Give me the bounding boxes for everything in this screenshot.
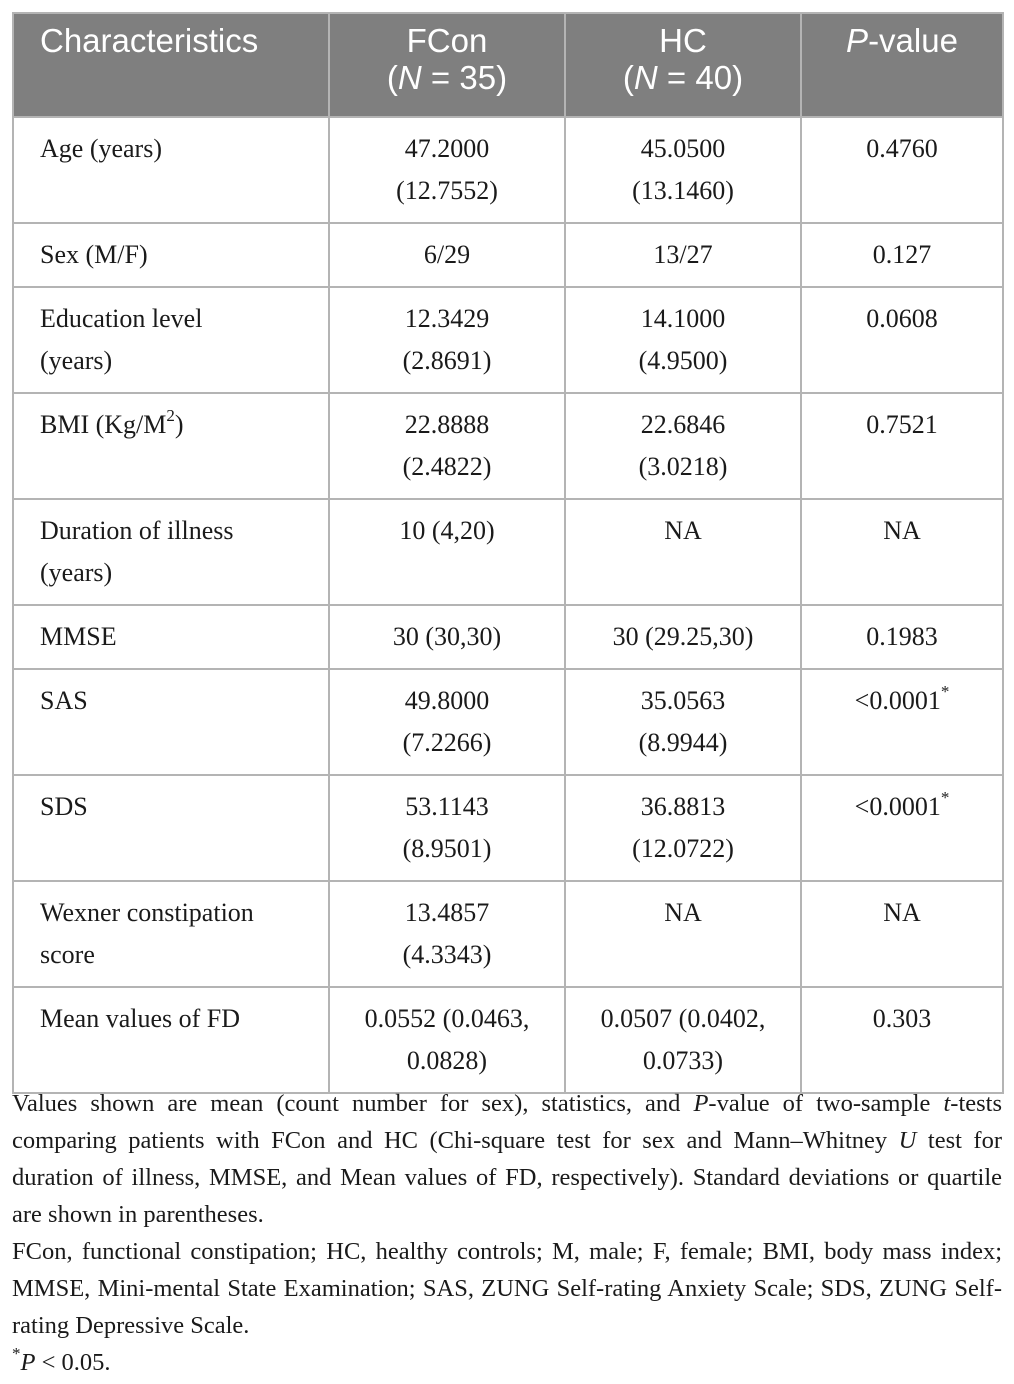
- pvalue-text: 0.7521: [866, 410, 938, 439]
- cell-line: NA: [664, 516, 702, 545]
- cell-line: Wexner constipation: [40, 898, 254, 927]
- row-label-cell: [13, 669, 329, 775]
- cell-line: 30 (30,30): [392, 622, 502, 651]
- table-row: [13, 287, 1003, 393]
- table-row: [13, 499, 1003, 605]
- table-header-row: [13, 13, 1003, 117]
- cell-line: (12.7552): [396, 176, 498, 205]
- hc-value-cell: [565, 881, 801, 987]
- pvalue-text: 0.1983: [866, 622, 938, 651]
- pvalue-cell: [801, 881, 1003, 987]
- cell-line: 36.8813: [640, 792, 726, 821]
- cell-line: 22.6846: [640, 410, 726, 439]
- pvalue-cell: [801, 775, 1003, 881]
- cell-line: (7.2266): [402, 728, 492, 757]
- table-row: [13, 117, 1003, 223]
- cell-line: ): [174, 410, 184, 439]
- pvalue-text: NA: [883, 516, 921, 545]
- cell-line: SDS: [40, 792, 88, 821]
- footnote-abbreviations: FCon, functional constipation; HC, healthy controls; M, male; F, female; BMI, body mass index; MMSE, Mini-mental State Examination; SAS, ZUNG Self-rating Anxiety Scale; SDS, ZUNG Self-rating Depressive Scale.: [12, 1238, 1002, 1339]
- cell-line: score: [40, 940, 95, 969]
- row-label-cell: [13, 393, 329, 499]
- pvalue-cell: [801, 669, 1003, 775]
- header-hc-n: (N = 40): [622, 59, 744, 96]
- pvalue-text: <0.0001: [854, 792, 941, 821]
- pvalue-text: NA: [883, 898, 921, 927]
- header-pvalue: P-value: [801, 13, 1003, 117]
- fcon-value-cell: [329, 881, 565, 987]
- cell-line: 0.0507 (0.0402,: [600, 1004, 766, 1033]
- cell-line: SAS: [40, 686, 88, 715]
- row-label-cell: [13, 881, 329, 987]
- pvalue-text: 0.127: [872, 240, 932, 269]
- cell-line: 0.0828): [406, 1046, 488, 1075]
- cell-line: 53.1143: [405, 792, 489, 821]
- footnote-significance: *P < 0.05.: [12, 1343, 111, 1376]
- table-row: [13, 881, 1003, 987]
- header-characteristics: [13, 13, 329, 117]
- pvalue-cell: [801, 987, 1003, 1093]
- fcon-value-cell: [329, 223, 565, 287]
- header-fcon: [329, 13, 565, 117]
- header-fcon-n: (N = 35): [386, 59, 508, 96]
- cell-line: (2.8691): [402, 346, 492, 375]
- hc-value-cell: [565, 223, 801, 287]
- hc-value-cell: [565, 605, 801, 669]
- table-row: [13, 987, 1003, 1093]
- significance-marker: *: [940, 682, 950, 702]
- fcon-value-cell: [329, 605, 565, 669]
- cell-line: 13.4857: [404, 898, 490, 927]
- footnote-values-description: Values shown are mean (count number for sex), statistics, and P-value of two-sample t-tests comparing patients with FCon and HC (Chi-square test for sex and Mann–Whitney U test for duration of illness, MMSE, and Mean values of FD, respectively). Standard deviations or quartile are shown in parentheses.: [12, 1090, 1002, 1228]
- cell-line: (years): [40, 346, 113, 375]
- hc-value-cell: [565, 117, 801, 223]
- cell-line: NA: [664, 898, 702, 927]
- hc-value-cell: [565, 669, 801, 775]
- row-label-cell: [13, 117, 329, 223]
- cell-line: 47.2000: [404, 134, 490, 163]
- pvalue-cell: [801, 223, 1003, 287]
- pvalue-text: <0.0001: [854, 686, 941, 715]
- table-body: [13, 117, 1003, 1093]
- row-label-cell: [13, 223, 329, 287]
- characteristics-table-container: [12, 12, 1002, 1094]
- header-characteristics-label: Characteristics: [40, 22, 259, 59]
- cell-line: 10 (4,20): [399, 516, 495, 545]
- header-fcon-label: FCon: [406, 22, 488, 59]
- hc-value-cell: [565, 393, 801, 499]
- hc-value-cell: [565, 775, 801, 881]
- hc-value-cell: [565, 499, 801, 605]
- pvalue-cell: [801, 393, 1003, 499]
- table-row: [13, 775, 1003, 881]
- cell-line: (4.3343): [402, 940, 492, 969]
- fcon-value-cell: [329, 393, 565, 499]
- cell-line: (8.9944): [638, 728, 728, 757]
- cell-line: (4.9500): [638, 346, 728, 375]
- pvalue-text: 0.303: [872, 1004, 932, 1033]
- cell-line: 45.0500: [640, 134, 726, 163]
- table-row: [13, 669, 1003, 775]
- cell-line: Sex (M/F): [40, 240, 148, 269]
- table-row: [13, 393, 1003, 499]
- cell-line: Duration of illness: [40, 516, 234, 545]
- cell-line: (years): [40, 558, 113, 587]
- table-footnotes: [12, 1085, 1002, 1381]
- cell-line: 14.1000: [640, 304, 726, 333]
- pvalue-text: 0.0608: [866, 304, 938, 333]
- fcon-value-cell: [329, 287, 565, 393]
- pvalue-cell: [801, 499, 1003, 605]
- cell-line: 6/29: [423, 240, 471, 269]
- hc-value-cell: [565, 287, 801, 393]
- row-label-cell: [13, 987, 329, 1093]
- cell-line: MMSE: [40, 622, 117, 651]
- cell-line: (12.0722): [632, 834, 734, 863]
- cell-line: (13.1460): [632, 176, 734, 205]
- row-label-cell: [13, 499, 329, 605]
- header-hc-label: HC: [659, 22, 707, 59]
- superscript: 2: [166, 406, 175, 426]
- header-hc: [565, 13, 801, 117]
- cell-line: 22.8888: [404, 410, 490, 439]
- table-row: [13, 223, 1003, 287]
- fcon-value-cell: [329, 669, 565, 775]
- fcon-value-cell: [329, 499, 565, 605]
- cell-line: 35.0563: [640, 686, 726, 715]
- cell-line: (8.9501): [402, 834, 492, 863]
- pvalue-cell: [801, 117, 1003, 223]
- characteristics-table: [12, 12, 1004, 1094]
- cell-line: 30 (29.25,30): [612, 622, 754, 651]
- hc-value-cell: [565, 987, 801, 1093]
- cell-line: 0.0733): [642, 1046, 724, 1075]
- pvalue-text: 0.4760: [866, 134, 938, 163]
- cell-line: 12.3429: [404, 304, 490, 333]
- cell-line: Mean values of FD: [40, 1004, 241, 1033]
- cell-line: BMI (Kg/M: [40, 410, 167, 439]
- row-label-cell: [13, 287, 329, 393]
- table-row: [13, 605, 1003, 669]
- fcon-value-cell: [329, 987, 565, 1093]
- pvalue-cell: [801, 605, 1003, 669]
- cell-line: 49.8000: [404, 686, 490, 715]
- cell-line: (3.0218): [638, 452, 728, 481]
- row-label-cell: [13, 605, 329, 669]
- row-label-cell: [13, 775, 329, 881]
- cell-line: (2.4822): [402, 452, 492, 481]
- pvalue-cell: [801, 287, 1003, 393]
- cell-line: Age (years): [40, 134, 162, 163]
- significance-marker: *: [940, 788, 950, 808]
- cell-line: 13/27: [653, 240, 713, 269]
- fcon-value-cell: [329, 117, 565, 223]
- fcon-value-cell: [329, 775, 565, 881]
- cell-line: 0.0552 (0.0463,: [364, 1004, 530, 1033]
- cell-line: Education level: [40, 304, 203, 333]
